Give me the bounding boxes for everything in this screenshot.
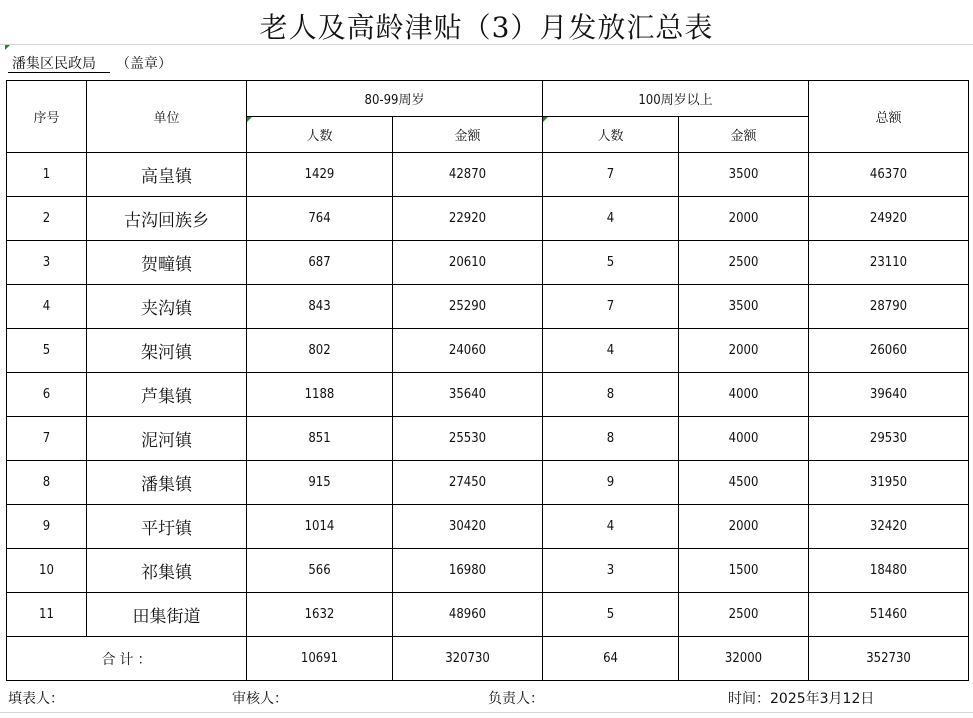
cell-amount-100-plus[interactable]: 2000	[679, 505, 809, 549]
cell-unit[interactable]: 田集街道	[87, 593, 247, 637]
header-group-80-99[interactable]: 80-99周岁	[247, 81, 543, 117]
cell-count-80-99[interactable]: 1429	[247, 153, 393, 197]
cell-seq[interactable]: 3	[7, 241, 87, 285]
cell-amount-100-plus[interactable]: 4000	[679, 373, 809, 417]
cell-unit[interactable]: 夹沟镇	[87, 285, 247, 329]
cell-count-100-plus[interactable]: 9	[543, 461, 679, 505]
stamp-label: （盖章）	[116, 56, 172, 72]
table-row	[7, 461, 969, 505]
header-unit[interactable]: 单位	[87, 81, 247, 153]
filler-label: 填表人：	[8, 691, 64, 707]
totals-row	[7, 637, 969, 681]
cell-count-100-plus[interactable]: 7	[543, 285, 679, 329]
header-total[interactable]: 总额	[809, 81, 969, 153]
cell-amount-100-plus[interactable]: 2500	[679, 241, 809, 285]
cell-count-100-plus[interactable]: 4	[543, 329, 679, 373]
cell-total[interactable]: 26060	[809, 329, 969, 373]
cell-seq[interactable]: 6	[7, 373, 87, 417]
cell-unit[interactable]: 架河镇	[87, 329, 247, 373]
cell-unit[interactable]: 芦集镇	[87, 373, 247, 417]
cell-unit[interactable]: 潘集镇	[87, 461, 247, 505]
cell-count-100-plus[interactable]: 8	[543, 373, 679, 417]
org-line	[8, 53, 172, 73]
cell-total[interactable]: 31950	[809, 461, 969, 505]
summary-table	[6, 80, 969, 681]
cell-count-80-99[interactable]: 1014	[247, 505, 393, 549]
cell-total[interactable]: 29530	[809, 417, 969, 461]
cell-total[interactable]: 24920	[809, 197, 969, 241]
cell-total[interactable]: 23110	[809, 241, 969, 285]
table-row	[7, 241, 969, 285]
cell-amount-100-plus[interactable]: 4500	[679, 461, 809, 505]
table-row	[7, 593, 969, 637]
cell-amount-100-plus[interactable]: 3500	[679, 285, 809, 329]
header-amount-2[interactable]: 金额	[679, 117, 809, 153]
totals-amount-100-plus[interactable]: 32000	[679, 637, 809, 681]
cell-amount-100-plus[interactable]: 2500	[679, 593, 809, 637]
cell-seq[interactable]: 10	[7, 549, 87, 593]
cell-total[interactable]: 18480	[809, 549, 969, 593]
cell-amount-80-99[interactable]: 25290	[393, 285, 543, 329]
cell-amount-80-99[interactable]: 35640	[393, 373, 543, 417]
cell-seq[interactable]: 1	[7, 153, 87, 197]
table-row	[7, 285, 969, 329]
org-name: 潘集区民政局	[8, 56, 110, 73]
cell-indicator-icon	[247, 117, 252, 122]
header-count-1[interactable]: 人数	[247, 117, 393, 153]
table-row	[7, 373, 969, 417]
cell-unit[interactable]: 平圩镇	[87, 505, 247, 549]
table-row	[7, 417, 969, 461]
totals-total[interactable]: 352730	[809, 637, 969, 681]
cell-indicator-icon	[5, 45, 10, 50]
cell-amount-80-99[interactable]: 24060	[393, 329, 543, 373]
cell-total[interactable]: 28790	[809, 285, 969, 329]
reviewer-label: 审核人：	[232, 691, 288, 707]
cell-seq[interactable]: 4	[7, 285, 87, 329]
cell-count-80-99[interactable]: 843	[247, 285, 393, 329]
table-row	[7, 549, 969, 593]
cell-count-100-plus[interactable]: 4	[543, 197, 679, 241]
header-amount-1[interactable]: 金额	[393, 117, 543, 153]
totals-count-100-plus[interactable]: 64	[543, 637, 679, 681]
cell-count-80-99[interactable]: 1188	[247, 373, 393, 417]
cell-count-80-99[interactable]: 802	[247, 329, 393, 373]
cell-count-100-plus[interactable]: 8	[543, 417, 679, 461]
cell-unit[interactable]: 高皇镇	[87, 153, 247, 197]
cell-total[interactable]: 46370	[809, 153, 969, 197]
cell-unit[interactable]: 泥河镇	[87, 417, 247, 461]
cell-amount-100-plus[interactable]: 2000	[679, 329, 809, 373]
cell-count-80-99[interactable]: 566	[247, 549, 393, 593]
cell-unit[interactable]: 古沟回族乡	[87, 197, 247, 241]
cell-total[interactable]: 39640	[809, 373, 969, 417]
cell-seq[interactable]: 2	[7, 197, 87, 241]
cell-count-80-99[interactable]: 851	[247, 417, 393, 461]
totals-amount-80-99[interactable]: 320730	[393, 637, 543, 681]
cell-total[interactable]: 51460	[809, 593, 969, 637]
cell-count-80-99[interactable]: 764	[247, 197, 393, 241]
cell-count-80-99[interactable]: 687	[247, 241, 393, 285]
cell-amount-80-99[interactable]: 20610	[393, 241, 543, 285]
cell-count-100-plus[interactable]: 3	[543, 549, 679, 593]
date-label: 时间：2025年3月12日	[728, 691, 875, 707]
totals-label[interactable]: 合 计 ：	[7, 637, 247, 681]
cell-amount-100-plus[interactable]: 3500	[679, 153, 809, 197]
header-count-2[interactable]: 人数	[543, 117, 679, 153]
cell-unit[interactable]: 祁集镇	[87, 549, 247, 593]
table-row	[7, 505, 969, 549]
header-group-100-plus[interactable]: 100周岁以上	[543, 81, 809, 117]
cell-seq[interactable]: 8	[7, 461, 87, 505]
cell-amount-100-plus[interactable]: 4000	[679, 417, 809, 461]
table-row	[7, 329, 969, 373]
cell-indicator-icon	[543, 117, 548, 122]
cell-count-100-plus[interactable]: 5	[543, 593, 679, 637]
table-row	[7, 197, 969, 241]
cell-seq[interactable]: 7	[7, 417, 87, 461]
cell-count-100-plus[interactable]: 7	[543, 153, 679, 197]
header-seq[interactable]: 序号	[7, 81, 87, 153]
sheet-gridline	[0, 712, 973, 713]
cell-seq[interactable]: 9	[7, 505, 87, 549]
cell-amount-80-99[interactable]: 25530	[393, 417, 543, 461]
cell-unit[interactable]: 贺疃镇	[87, 241, 247, 285]
sheet-gridline	[0, 44, 973, 45]
cell-amount-80-99[interactable]: 48960	[393, 593, 543, 637]
cell-seq[interactable]: 11	[7, 593, 87, 637]
totals-count-80-99[interactable]: 10691	[247, 637, 393, 681]
cell-amount-100-plus[interactable]: 2000	[679, 197, 809, 241]
cell-amount-80-99[interactable]: 42870	[393, 153, 543, 197]
cell-count-80-99[interactable]: 1632	[247, 593, 393, 637]
cell-amount-100-plus[interactable]: 1500	[679, 549, 809, 593]
cell-amount-80-99[interactable]: 30420	[393, 505, 543, 549]
responsible-label: 负责人：	[488, 691, 544, 707]
cell-count-80-99[interactable]: 915	[247, 461, 393, 505]
table-row	[7, 153, 969, 197]
cell-amount-80-99[interactable]: 16980	[393, 549, 543, 593]
cell-seq[interactable]: 5	[7, 329, 87, 373]
footer	[0, 688, 973, 710]
cell-count-100-plus[interactable]: 4	[543, 505, 679, 549]
page-title: 老人及高龄津贴（3）月发放汇总表	[259, 11, 714, 44]
cell-amount-80-99[interactable]: 22920	[393, 197, 543, 241]
cell-count-100-plus[interactable]: 5	[543, 241, 679, 285]
cell-amount-80-99[interactable]: 27450	[393, 461, 543, 505]
cell-total[interactable]: 32420	[809, 505, 969, 549]
